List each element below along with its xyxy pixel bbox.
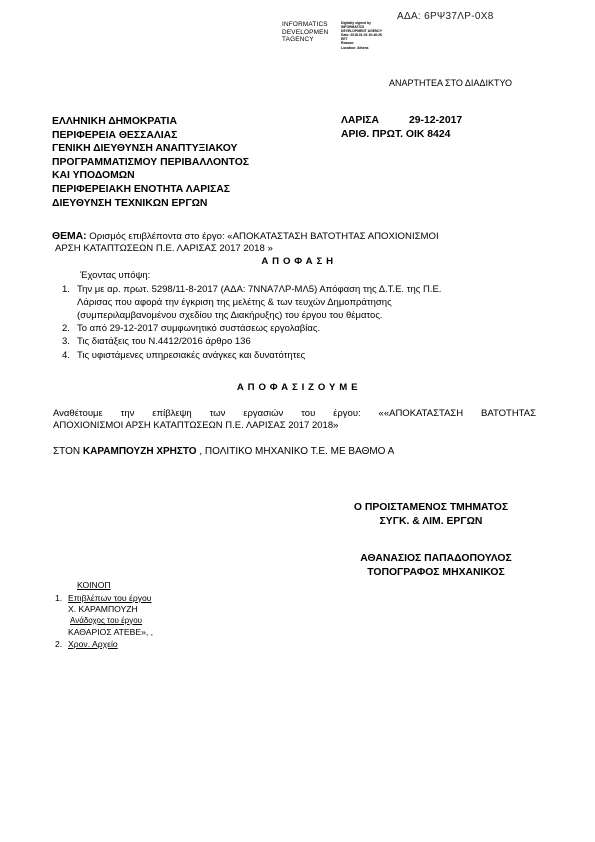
list-number: 2. [55,639,63,649]
issuer-line: ΠΕΡΙΦΕΡΕΙΑ ΘΕΣΣΑΛΙΑΣ [52,129,178,141]
assignee-prefix: ΣΤΟΝ [53,446,83,457]
assignee-suffix: , ΠΟΛΙΤΙΚΟ ΜΗΧΑΝΙΚΟ Τ.Ε. ΜΕ ΒΑΘΜΟ Α [196,446,395,457]
list-number: 3. [62,336,70,347]
subject-text: Ορισμός επιβλέποντα στο έργο: «ΑΠΟΚΑΤΑΣΤΑΣΗ ΒΑΤΟΤΗΤΑΣ ΑΠΟΧΙΟΝΙΣΜΟΙ [86,231,439,242]
date: 29-12-2017 [409,115,463,126]
distribution-label: Χρον. Αρχείο [68,639,118,649]
list-item: Το από 29-12-2017 συμφωνητικό συστάσεως εργολαβίας. [77,323,321,334]
issuer-block [52,115,249,210]
considering-label: Έχοντας υπόψη: [80,270,151,281]
issuer-line: ΠΡΟΓΡΑΜΜΑΤΙΣΜΟΥ ΠΕΡΙΒΑΛΛΟΝΤΟΣ [52,156,250,168]
logo-line: TAGENCY [282,36,314,44]
we-decide-title: Α Π Ο Φ Α Σ Ι Ζ Ο Υ Μ Ε [236,382,359,393]
informatics-logo [282,21,328,44]
list-item: Λάρισας που αφορά την έγκριση της μελέτης & των τευχών Δημοπράτησης [77,297,392,308]
distribution-value: ΚΑΘΑΡΙΟΣ ΑΤΕΒΕ», , [68,627,154,637]
stamp-line: Reason: [341,41,355,46]
signature-role-2: ΣΥΓΚ. & ΛΙΜ. ΕΡΓΩΝ [379,516,483,527]
digital-signature-stamp [341,21,382,50]
issuer-line: ΔΙΕΥΘΥΝΣΗ ΤΕΧΝΙΚΩΝ ΕΡΓΩΝ [52,197,208,209]
list-item: Την με αρ. πρωτ. 5298/11-8-2017 (ΑΔΑ: 7ΝΝΑ7ΛΡ-ΜΛ5) Απόφαση της Δ.Τ.Ε. της Π.Ε. [77,284,442,295]
assignee-name: ΚΑΡΑΜΠΟΥΖΗ ΧΡΗΣΤΟ [82,446,197,457]
distribution-label: Επιβλέπων του έργου [68,593,152,603]
signer-title: ΤΟΠΟΓΡΑΦΟΣ ΜΗΧΑΝΙΚΟΣ [367,567,505,578]
issuer-line: ΓΕΝΙΚΗ ΔΙΕΥΘΥΝΣΗ ΑΝΑΠΤΥΞΙΑΚΟΥ [52,143,238,155]
subject-line [52,231,439,242]
assignee-line [53,446,394,457]
list-number: 4. [62,350,70,361]
stamp-line: Date: 2018.01.03 10:46:26 [341,33,382,38]
distribution-heading: ΚΟΙΝΟΠ [77,580,111,590]
list-item: (συμπεριλαμβανομένου σχεδίου της Διακήρυξης) του έργου του θέματος. [77,310,383,321]
stamp-line: Digitally signed by [341,21,371,25]
list-number: 1. [62,284,70,295]
stamp-line: Location: Athens [341,45,369,50]
place-date [341,115,462,126]
list-number: 2. [62,323,70,334]
place: ΛΑΡΙΣΑ [341,115,379,126]
list-number: 1. [55,593,63,603]
subject-label: ΘΕΜΑ: [52,231,87,242]
signature-role: Ο ΠΡΟΙΣΤΑΜΕΝΟΣ ΤΜΗΜΑΤΟΣ [353,502,509,513]
assignment-text-2: ΑΠΟΧΙΟΝΙΣΜΟΙ ΑΡΣΗ ΚΑΤΑΠΤΩΣΕΩΝ Π.Ε. ΛΑΡΙΣΑΣ 2017 2018» [53,420,339,431]
ada-code: ΑΔΑ: 6ΡΨ37ΛΡ-0Χ8 [397,11,494,22]
list-item: Τις διατάξεις του Ν.4412/2016 άρθρο 136 [77,336,251,347]
logo-line: DEVELOPMEN [282,28,329,36]
issuer-line: ΠΕΡΙΦΕΡΕΙΑΚΗ ΕΝΟΤΗΤΑ ΛΑΡΙΣΑΣ [52,183,231,195]
distribution-value: Χ. ΚΑΡΑΜΠΟΥΖΗ [68,604,138,614]
subject-line-2: ΑΡΣΗ ΚΑΤΑΠΤΩΣΕΩΝ Π.Ε. ΛΑΡΙΣΑΣ 2017 2018 » [55,243,273,254]
web-posting-notice: ΑΝΑΡΤΗΤΕΑ ΣΤΟ ΔΙΑΔΙΚΤΥΟ [389,78,512,88]
decision-title: Α Π Ο Φ Α Σ Η [261,256,334,267]
issuer-line: ΚΑΙ ΥΠΟΔΟΜΩΝ [52,170,135,182]
assignment-text: Αναθέτουμε την επίβλεψη των εργασιών του έργου: ««ΑΠΟΚΑΤΑΣΤΑΣΗ ΒΑΤΟΤΗΤΑΣ [53,408,536,419]
distribution-label: Ανάδοχος του έργου [70,616,143,625]
stamp-line: EET [341,37,348,42]
protocol-number: ΑΡΙΘ. ΠΡΩΤ. ΟΙΚ 8424 [341,129,451,140]
signer-name: ΑΘΑΝΑΣΙΟΣ ΠΑΠΑΔΟΠΟΥΛΟΣ [360,553,512,564]
list-item: Τις υφιστάμενες υπηρεσιακές ανάγκες και δυνατότητες [77,350,306,361]
logo-line: INFORMATICS [282,21,328,28]
issuer-line: ΕΛΛΗΝΙΚΗ ΔΗΜΟΚΡΑΤΙΑ [52,116,177,127]
stamp-line: DEVELOPMENT AGENCY [341,29,383,34]
stamp-line: INFORMATICS [341,25,365,30]
